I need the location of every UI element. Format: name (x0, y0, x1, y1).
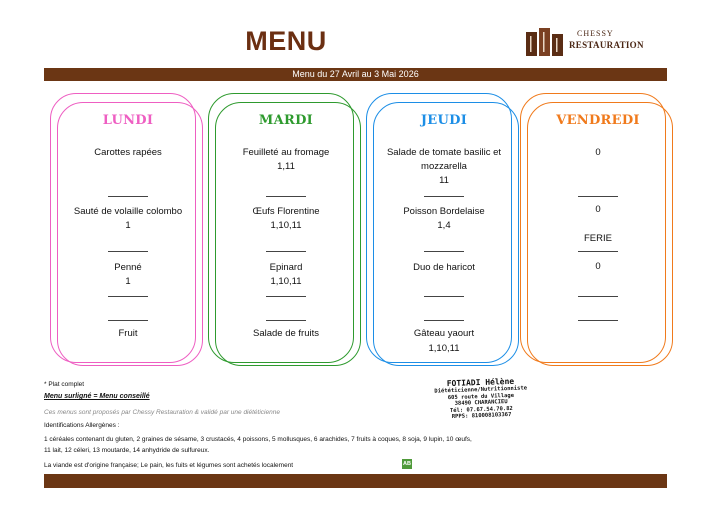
logo-line-2: RESTAURATION (569, 40, 644, 50)
chessy-restauration-logo (525, 26, 660, 58)
menu-item-main: Poisson Bordelaise (403, 206, 485, 217)
separator (578, 251, 618, 252)
separator (424, 196, 464, 197)
logo-line-1: CHESSY (577, 29, 614, 38)
separator (266, 196, 306, 197)
footer-banner (44, 474, 667, 488)
day-name: JEUDI (420, 113, 468, 128)
allergen-codes: 1,10,11 (428, 343, 460, 354)
allergens-list-line-2: 11 lait, 12 céleri, 13 moutarde, 14 anhydride de sulfureux. (44, 447, 210, 454)
separator (424, 296, 464, 297)
stamp-address-1: 605 route du Village (447, 392, 515, 401)
stamp-address-2: 38490 CHARANCIEU (454, 399, 508, 407)
day-name: LUNDI (102, 113, 154, 128)
separator (108, 296, 148, 297)
restaurant-logo-icon (525, 26, 567, 58)
day-name: VENDREDI (556, 113, 640, 128)
separator (108, 320, 148, 321)
menu-item-main: 0 (595, 204, 601, 215)
menu-item-starter: Salade de tomate basilic et mozzarella (386, 147, 502, 172)
origin-note: La viande est d'origine française; Le pain, les fuits et légumes sont achetés localement (44, 462, 294, 469)
separator (108, 196, 148, 197)
organic-ab-logo: AB (403, 461, 411, 467)
allergen-codes: 1,11 (277, 161, 295, 172)
stamp-role: Diététicienne/Nutritionniste (434, 385, 528, 395)
disclaimer-text: Ces menus sont proposés par Chessy Restauration & validé par une diététicienne (44, 409, 280, 416)
menu-item-side: 0 (595, 261, 601, 272)
separator (424, 320, 464, 321)
allergen-codes: 11 (439, 175, 449, 186)
plat-complet-note: * Plat complet (44, 381, 85, 388)
stamp-rpps: RPPS: 810008103367 (451, 411, 512, 421)
separator (266, 251, 306, 252)
allergens-title: Identifications Allergènes : (44, 422, 120, 429)
separator (578, 296, 618, 297)
day-name: MARDI (258, 113, 314, 128)
menu-item-side: Duo de haricot (413, 262, 475, 273)
allergen-codes: 1 (125, 276, 131, 287)
menu-item-side: Penné (114, 262, 142, 273)
page-title: MENU (245, 26, 327, 56)
allergen-codes: 1,10,11 (270, 220, 302, 231)
separator (266, 296, 306, 297)
menu-item-side: Epinard (269, 262, 303, 273)
period-banner (44, 68, 667, 81)
allergens-list-line-1: 1 céréales contenant du gluten, 2 graines de sésame, 3 crustacés, 4 poissons, 5 mollusques, 6 arachides, 7 fruits à coques, 8 soja, 9 lupin, 10 œufs, (44, 436, 472, 443)
menu-item-main: Sauté de volaille colombo (73, 206, 183, 217)
separator (578, 196, 618, 197)
separator (578, 320, 618, 321)
menu-item-starter: Carottes rapées (94, 147, 162, 158)
separator (266, 320, 306, 321)
holiday-label: FERIE (584, 233, 612, 244)
menu-item-starter: 0 (595, 147, 601, 158)
menu-item-dessert: Fruit (118, 328, 138, 339)
stamp-name: FOTIADI Hélène (446, 376, 515, 389)
menu-item-main: Œufs Florentine (252, 206, 320, 217)
allergen-codes: 1 (125, 220, 131, 231)
dietitian-stamp (430, 376, 531, 421)
period-text: Menu du 27 Avril au 3 Mai 2026 (292, 69, 419, 79)
menu-item-starter: Feuilleté au fromage (242, 147, 330, 158)
allergen-codes: 1,4 (437, 220, 451, 231)
stamp-phone: Tél: 07.67.54.70.82 (449, 405, 513, 414)
menu-conseille-note: Menu surligné = Menu conseillé (44, 393, 150, 400)
separator (108, 251, 148, 252)
allergen-codes: 1,10,11 (270, 276, 302, 287)
separator (424, 251, 464, 252)
menu-item-dessert: Salade de fruits (252, 328, 319, 339)
menu-item-dessert: Gâteau yaourt (413, 328, 475, 339)
